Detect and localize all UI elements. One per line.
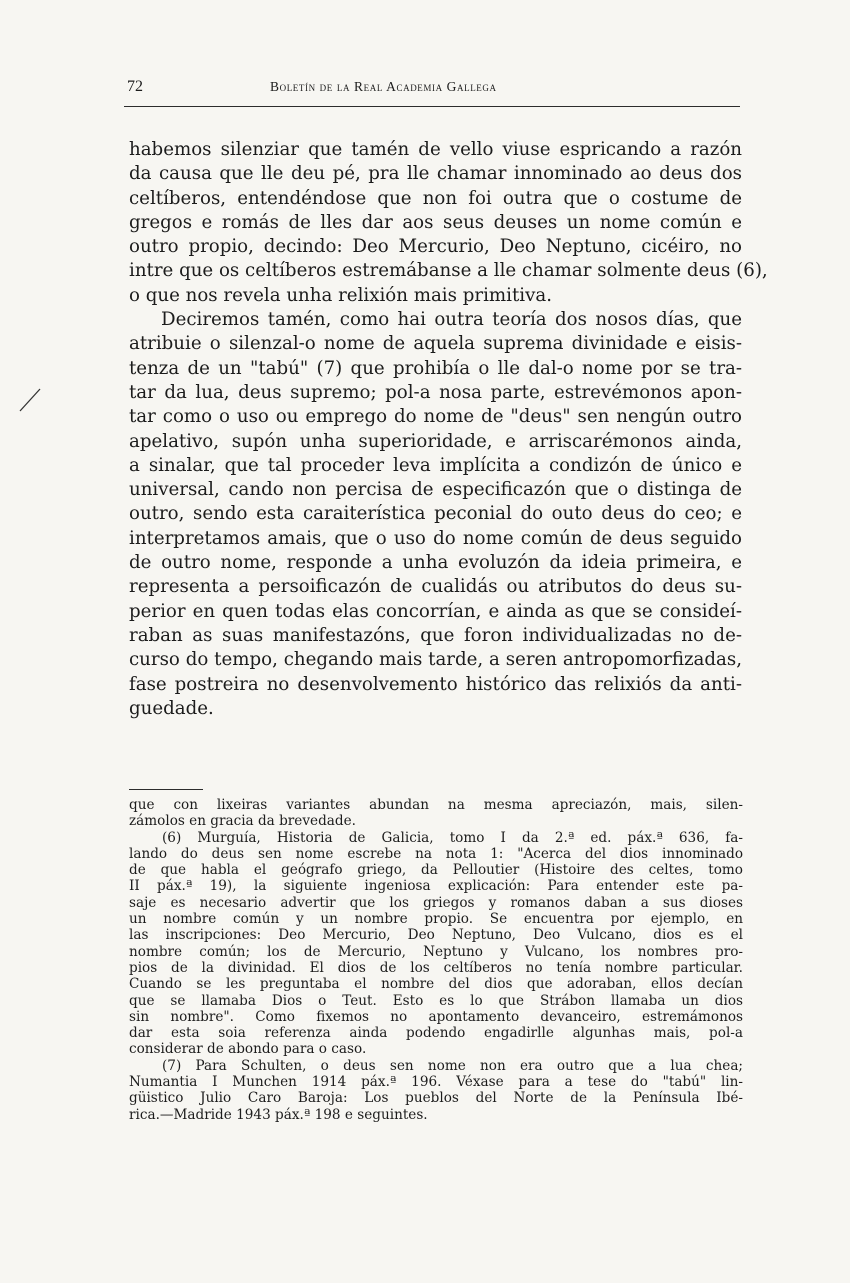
- footnote-line: de que habla el geógrafo griego, da Pelloutier (Histoire des celtes, tomo: [129, 862, 743, 879]
- footnote-line: güistico Julio Caro Baroja: Los pueblos del Norte de la Península Ibé-: [129, 1090, 743, 1107]
- running-head: Boletín de la Real Academia Gallega: [270, 79, 497, 94]
- footnote-line: las inscripciones: Deo Mercurio, Deo Neptuno, Deo Vulcano, dios es el: [129, 927, 743, 944]
- footnote-line: dar esta soia referenza ainda podendo engadirlle algunhas mais, pol-a: [129, 1025, 743, 1042]
- text-line: a sinalar, que tal proceder leva implícita a condizón de único e: [129, 454, 742, 476]
- text-line: universal, cando non percisa de especificazón que o distinga de: [129, 479, 742, 501]
- footnote-line: considerar de abondo para o caso.: [129, 1041, 367, 1058]
- footnote-line: saje es necesario advertir que los griegos y romanos daban a sus dioses: [129, 894, 743, 911]
- text-line: raban as suas manifestazóns, que foron individualizadas no de-: [129, 624, 742, 646]
- text-line: tenza de un "tabú" (7) que prohibía o lle dal-o nome por se tra-: [129, 357, 742, 379]
- footnote-line: un nombre común y un nombre propio. Se encuentra por ejemplo, en: [129, 911, 743, 928]
- text-line: intre que os celtíberos estremábanse a lle chamar solmente deus (6),: [129, 260, 768, 282]
- text-line: celtíberos, entendéndose que non foi outra que o costume de: [129, 187, 742, 209]
- page-header: [127, 76, 739, 102]
- text-line: representa a persoificazón de cualidás ou atributos do deus su-: [129, 576, 742, 598]
- footnote-line: Cuando se les preguntaba el nombre del dios que adoraban, ellos decían: [129, 976, 743, 993]
- text-line: gregos e romás de lles dar aos seus deuses un nome común e: [129, 211, 742, 233]
- footnote-line: sin nombre". Como fixemos no apontamento devanceiro, estremámonos: [129, 1008, 743, 1025]
- footnote-rule: [129, 789, 203, 790]
- footnote-line: Numantia I Munchen 1914 páx.ª 196. Véxase para a tese do "tabú" lin-: [129, 1074, 743, 1091]
- margin-pencil-mark: [18, 387, 42, 413]
- text-line: outro propio, decindo: Deo Mercurio, Deo Neptuno, cicéiro, no: [129, 236, 742, 258]
- text-line: de outro nome, responde a unha evoluzón da ideia primeira, e: [129, 552, 742, 574]
- footnote-line: II páx.ª 19), la siguiente ingeniosa explicación: Para entender este pa-: [129, 878, 743, 895]
- text-line: o que nos revela unha relixión mais primitiva.: [129, 284, 552, 306]
- main-text: [129, 138, 768, 721]
- text-line: fase postreira no desenvolvemento histórico das relixiós da anti-: [129, 673, 742, 695]
- text-line: perior en quen todas elas concorrían, e ainda as que se consideí-: [129, 600, 742, 622]
- footnote-line: que se llamaba Dios o Teut. Esto es lo que Strábon llamaba un dios: [129, 992, 743, 1009]
- text-line: atribuie o silenzal-o nome de aquela suprema divinidade e eisis-: [129, 333, 742, 355]
- text-line: habemos silenziar que tamén de vello viuse espricando a razón: [129, 139, 742, 160]
- header-rule: [124, 106, 740, 107]
- text-line: da causa que lle deu pé, pra lle chamar innominado ao deus dos: [129, 163, 742, 185]
- footnote-line: zámolos en gracia da brevedade.: [129, 813, 356, 830]
- text-line: tar como o uso ou emprego do nome de "deus" sen nengún outro: [129, 406, 742, 428]
- text-line: tar da lua, deus supremo; pol-a nosa parte, estrevémonos apon-: [129, 381, 742, 403]
- text-line: interpretamos amais, que o uso do nome común de deus seguido: [129, 527, 742, 549]
- footnote-line: (7) Para Schulten, o deus sen nome non era outro que a lua chea;: [162, 1057, 743, 1074]
- footnote-line: rica.—Madride 1943 páx.ª 198 e seguintes.: [129, 1106, 428, 1123]
- text-line: outro, sendo esta caraiterística peconial do outo deus do ceo; e: [129, 503, 742, 525]
- page-number: 72: [127, 78, 143, 95]
- footnote-line: (6) Murguía, Historia de Galicia, tomo I da 2.ª ed. páx.ª 636, fa-: [162, 829, 743, 846]
- text-line: apelativo, supón unha superioridade, e arriscarémonos ainda,: [129, 430, 742, 452]
- footnote-line: lando do deus sen nome escrebe na nota 1: "Acerca del dios innominado: [129, 845, 743, 862]
- text-line: curso do tempo, chegando mais tarde, a seren antropomorfizadas,: [129, 649, 742, 671]
- footnote-line: nombre común; los de Mercurio, Neptuno y Vulcano, los nombres pro-: [129, 943, 743, 960]
- footnotes: [129, 797, 743, 1123]
- text-line: guedade.: [129, 697, 214, 719]
- footnote-line: que con lixeiras variantes abundan na mesma apreciazón, mais, silen-: [129, 797, 743, 813]
- footnote-line: pios de la divinidad. El dios de los celtíberos no tenía nombre particular.: [129, 959, 743, 976]
- text-line: Deciremos tamén, como hai outra teoría dos nosos días, que: [161, 309, 742, 331]
